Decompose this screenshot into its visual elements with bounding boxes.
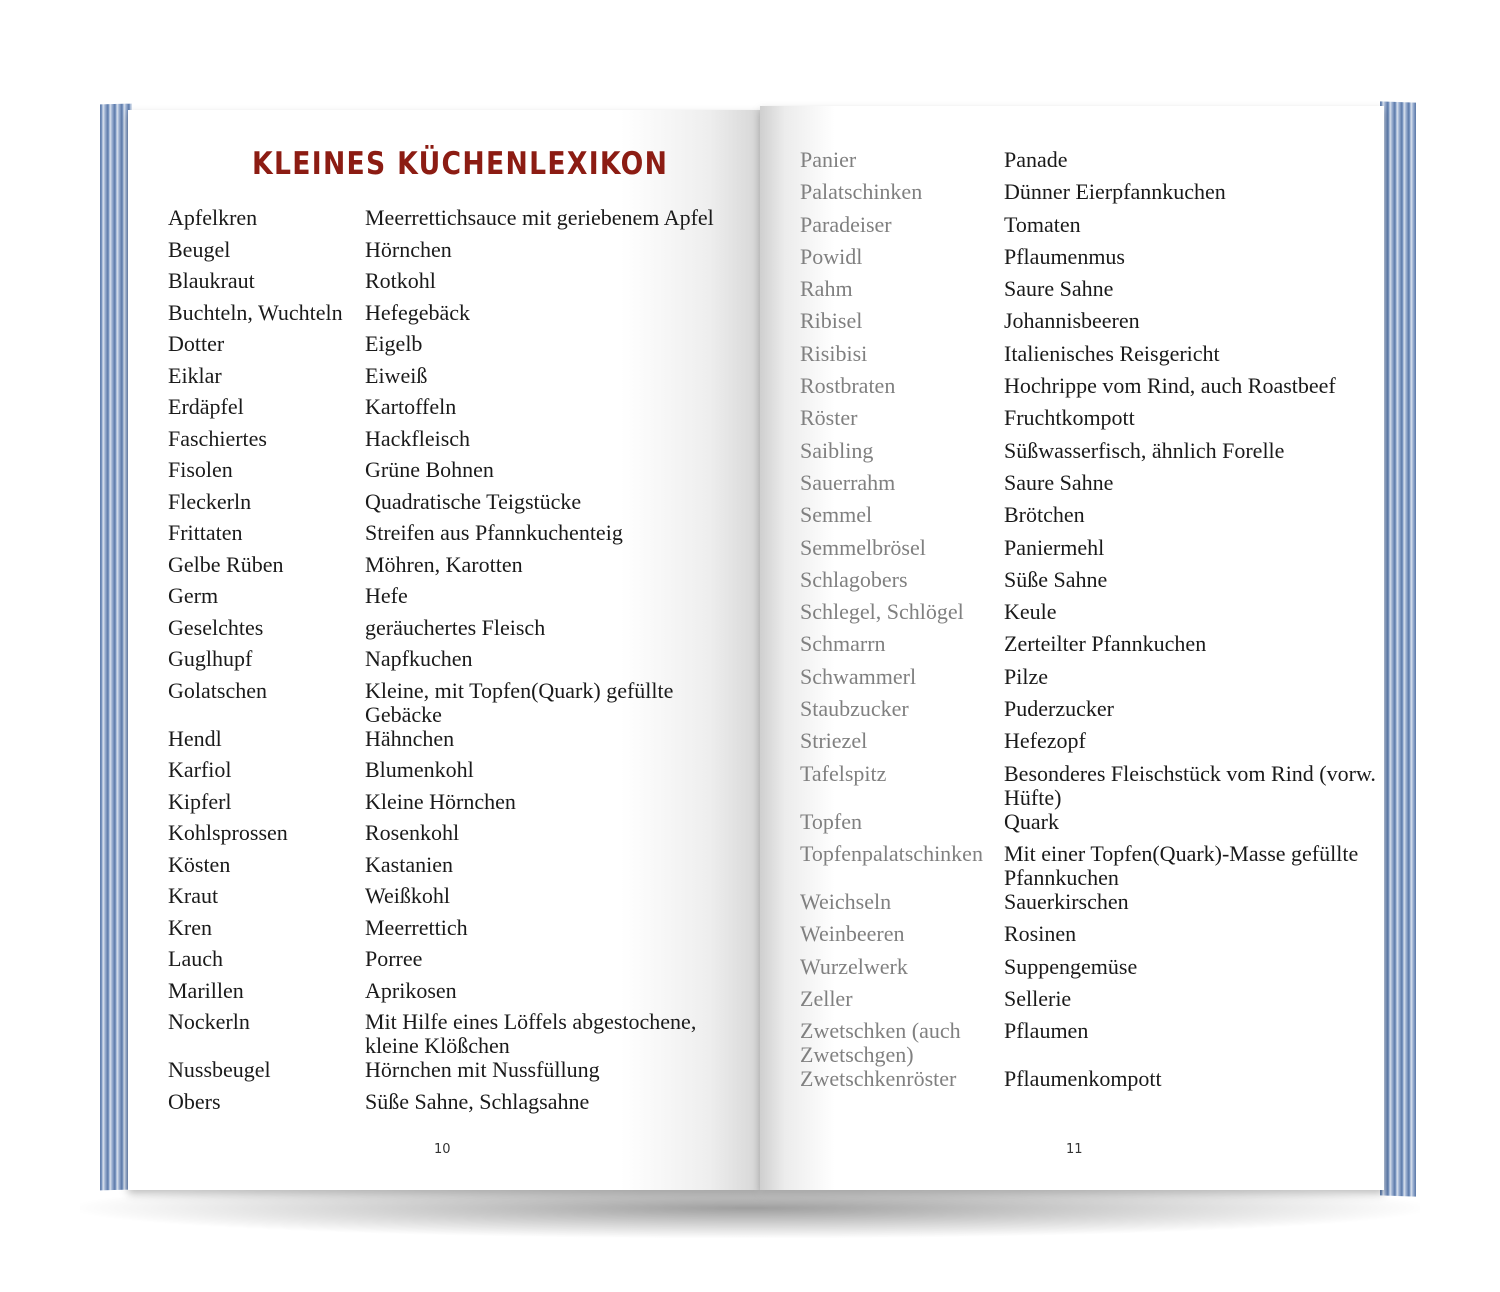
glossary-definition: Fruchtkompott [1004, 405, 1135, 431]
glossary-entry [800, 406, 1380, 438]
glossary-definition: Quark [1004, 808, 1059, 834]
glossary-definition: Süßwasserfisch, ähnlich Forelle [1004, 437, 1285, 463]
glossary-entry [800, 697, 1380, 729]
glossary-entry [800, 600, 1380, 632]
glossary-entry [800, 922, 1380, 954]
glossary-entry [800, 632, 1380, 664]
glossary-entry [800, 568, 1380, 600]
glossary-definition: Kastanien [365, 851, 453, 877]
glossary-definition: Hackfleisch [365, 425, 471, 451]
glossary-entry [168, 584, 748, 616]
glossary-term: Fisolen [168, 457, 233, 482]
glossary-term: Schlegel, Schlögel [800, 599, 964, 625]
glossary-term: Kohlsprossen [168, 820, 288, 845]
glossary-term: Germ [168, 583, 219, 608]
glossary-entry [168, 727, 748, 759]
glossary-definition: Sauerkirschen [1004, 888, 1129, 914]
glossary-entry [168, 458, 748, 490]
glossary-entry [168, 1010, 748, 1058]
glossary-entry [168, 616, 748, 648]
glossary-term: Buchteln, Wuchteln [168, 299, 343, 325]
glossary-term: Tafelspitz [800, 760, 887, 786]
glossary-definition: Dünner Eierpfannkuchen [1004, 179, 1226, 205]
glossary-definition: Hähnchen [365, 725, 455, 751]
glossary-definition: Hefegebäck [365, 299, 471, 325]
glossary-term: Topfenpalatschinken [800, 840, 983, 866]
glossary-definition: Eigelb [365, 331, 423, 356]
glossary-entry [800, 148, 1380, 180]
glossary-entry [800, 309, 1380, 341]
glossary-definition: Hefezopf [1004, 728, 1086, 754]
glossary-term: Dotter [168, 331, 225, 356]
glossary-entry [800, 439, 1380, 471]
glossary-entry [168, 301, 748, 333]
glossary-entry [800, 180, 1380, 212]
glossary-entry [168, 427, 748, 459]
glossary-term: Gelbe Rüben [168, 551, 284, 577]
glossary-entry [168, 490, 748, 522]
glossary-entry [168, 364, 748, 396]
glossary-entry [800, 277, 1380, 309]
glossary-term: Paradeiser [800, 211, 892, 237]
glossary-term: Obers [168, 1088, 221, 1114]
glossary-definition: Pflaumenkompott [1004, 1066, 1162, 1092]
glossary-definition: Blumenkohl [365, 757, 474, 782]
glossary-term: Guglhupf [168, 646, 253, 671]
glossary-term: Faschiertes [168, 425, 267, 451]
glossary-entry [800, 729, 1380, 761]
glossary-term: Palatschinken [800, 179, 923, 205]
glossary-definition: Mit Hilfe eines Löffels abgestochene, kleine Klößchen [365, 1009, 697, 1058]
glossary-definition: Sellerie [1004, 985, 1072, 1011]
glossary-definition: Johannisbeeren [1004, 308, 1140, 334]
glossary-definition: Streifen aus Pfannkuchenteig [365, 520, 623, 545]
glossary-definition: Napfkuchen [365, 646, 473, 671]
glossary-definition: geräuchertes Fleisch [365, 614, 546, 640]
glossary-term: Powidl [800, 243, 863, 269]
glossary-definition: Weißkohl [365, 883, 450, 908]
glossary-definition: Meerrettich [365, 914, 468, 940]
glossary-definition: Meerrettichsauce mit geriebenem Apfel [365, 205, 714, 230]
glossary-definition: Rotkohl [365, 268, 436, 293]
glossary-entry [800, 762, 1380, 810]
glossary-term: Schlagobers [800, 566, 908, 592]
page-number-left: 10 [434, 1142, 451, 1157]
glossary-term: Geselchtes [168, 614, 264, 640]
glossary-definition: Pflaumenmus [1004, 243, 1125, 269]
glossary-term: Topfen [800, 808, 862, 834]
glossary-term: Kösten [168, 851, 231, 877]
glossary-entry [168, 332, 748, 364]
glossary-term: Lauch [168, 946, 223, 971]
glossary-definition: Hörnchen [365, 236, 452, 262]
glossary-definition: Grüne Bohnen [365, 457, 494, 482]
glossary-term: Saibling [800, 437, 874, 463]
glossary-term: Semmelbrösel [800, 534, 926, 560]
glossary-entry [168, 206, 748, 238]
page-title: KLEINES KÜCHENLEXIKON [252, 146, 669, 182]
glossary-term: Nussbeugel [168, 1057, 271, 1082]
glossary-entry [800, 471, 1380, 503]
glossary-definition: Kartoffeln [365, 394, 457, 419]
glossary-definition: Puderzucker [1004, 696, 1114, 722]
glossary-definition: Saure Sahne [1004, 276, 1114, 302]
glossary-term: Risibisi [800, 340, 868, 366]
glossary-entry [800, 213, 1380, 245]
glossary-term: Erdäpfel [168, 394, 244, 419]
glossary-entry [168, 884, 748, 916]
glossary-entry [168, 238, 748, 270]
glossary-term: Striezel [800, 728, 868, 754]
glossary-definition: Süße Sahne, Schlagsahne [365, 1088, 590, 1114]
glossary-definition: Hefe [365, 583, 408, 608]
glossary-definition: Mit einer Topfen(Quark)-Masse gefüllte Pfannkuchen [1004, 840, 1359, 890]
glossary-definition: Rosinen [1004, 921, 1077, 947]
glossary-term: Semmel [800, 502, 873, 528]
glossary-entry [168, 521, 748, 553]
glossary-term: Sauerrahm [800, 469, 896, 495]
glossary-entry [800, 955, 1380, 987]
glossary-definition: Porree [365, 946, 423, 971]
glossary-term: Nockerln [168, 1009, 250, 1034]
glossary-term: Kraut [168, 883, 219, 908]
glossary-definition: Italienisches Reisgericht [1004, 340, 1220, 366]
glossary-entry [800, 245, 1380, 277]
glossary-entry [800, 890, 1380, 922]
glossary-entry [168, 821, 748, 853]
glossary-term: Zeller [800, 985, 853, 1011]
glossary-definition: Paniermehl [1004, 534, 1105, 560]
glossary-term: Kipferl [168, 788, 232, 814]
glossary-entry [800, 987, 1380, 1019]
glossary-entry [168, 916, 748, 948]
glossary-term: Weichseln [800, 888, 892, 914]
glossary-entry [800, 842, 1380, 890]
glossary-definition: Hörnchen mit Nussfüllung [365, 1057, 600, 1082]
glossary-term: Frittaten [168, 520, 243, 545]
glossary-definition: Quadratische Teigstücke [365, 488, 582, 514]
glossary-term: Wurzelwerk [800, 953, 908, 979]
glossary-term: Hendl [168, 725, 222, 751]
glossary-definition: Panade [1004, 147, 1068, 172]
glossary-definition: Eiweiß [365, 362, 428, 388]
glossary-entry [800, 810, 1380, 842]
glossary-definition: Saure Sahne [1004, 469, 1114, 495]
glossary-definition: Brötchen [1004, 502, 1085, 528]
glossary-entry [800, 342, 1380, 374]
glossary-term: Apfelkren [168, 205, 258, 230]
glossary-entry [800, 1019, 1380, 1067]
glossary-list-right [800, 148, 1380, 1099]
glossary-term: Schwammerl [800, 663, 917, 689]
glossary-term: Panier [800, 147, 857, 172]
glossary-definition: Keule [1004, 599, 1057, 625]
glossary-term: Golatschen [168, 677, 267, 703]
glossary-entry [800, 536, 1380, 568]
glossary-term: Rahm [800, 276, 853, 302]
right-page [760, 106, 1384, 1190]
glossary-entry [800, 1067, 1380, 1099]
glossary-term: Schmarrn [800, 631, 886, 657]
glossary-definition: Zerteilter Pfannkuchen [1004, 631, 1207, 657]
page-number-right: 11 [1066, 1142, 1083, 1157]
glossary-entry [168, 853, 748, 885]
glossary-list-left [168, 206, 748, 1121]
glossary-entry [168, 679, 748, 727]
right-page-edges [1380, 101, 1416, 1196]
glossary-entry [168, 1090, 748, 1122]
glossary-term: Zwetschken (auch Zwetschgen) [800, 1018, 961, 1068]
glossary-definition: Suppengemüse [1004, 953, 1138, 979]
glossary-entry [168, 269, 748, 301]
glossary-term: Marillen [168, 977, 244, 1003]
glossary-term: Beugel [168, 236, 231, 262]
glossary-entry [800, 665, 1380, 697]
glossary-term: Rostbraten [800, 373, 896, 399]
glossary-entry [168, 758, 748, 790]
glossary-term: Kren [168, 914, 212, 940]
glossary-term: Blaukraut [168, 268, 255, 293]
glossary-entry [168, 553, 748, 585]
glossary-definition: Rosenkohl [365, 820, 460, 845]
glossary-term: Weinbeeren [800, 921, 905, 947]
glossary-term: Zwetschkenröster [800, 1066, 957, 1092]
glossary-definition: Pflaumen [1004, 1018, 1089, 1044]
glossary-term: Ribisel [800, 308, 863, 334]
glossary-entry [168, 647, 748, 679]
glossary-entry [800, 503, 1380, 535]
glossary-definition: Kleine, mit Topfen(Quark) gefüllte Gebäcke [365, 677, 674, 727]
glossary-entry [800, 374, 1380, 406]
glossary-definition: Möhren, Karotten [365, 551, 523, 577]
glossary-term: Staubzucker [800, 696, 909, 722]
glossary-definition: Pilze [1004, 663, 1048, 689]
glossary-entry [168, 979, 748, 1011]
glossary-entry [168, 1058, 748, 1090]
glossary-term: Eiklar [168, 362, 222, 388]
glossary-definition: Süße Sahne [1004, 566, 1108, 592]
glossary-entry [168, 395, 748, 427]
glossary-term: Karfiol [168, 757, 232, 782]
glossary-entry [168, 790, 748, 822]
glossary-term: Fleckerln [168, 488, 252, 514]
glossary-definition: Tomaten [1004, 211, 1081, 237]
glossary-definition: Aprikosen [365, 977, 457, 1003]
glossary-definition: Besonderes Fleischstück vom Rind (vorw. Hüfte) [1004, 760, 1376, 810]
glossary-term: Röster [800, 405, 858, 431]
glossary-definition: Kleine Hörnchen [365, 788, 516, 814]
glossary-definition: Hochrippe vom Rind, auch Roastbeef [1004, 373, 1336, 399]
left-page [128, 110, 760, 1190]
glossary-entry [168, 947, 748, 979]
